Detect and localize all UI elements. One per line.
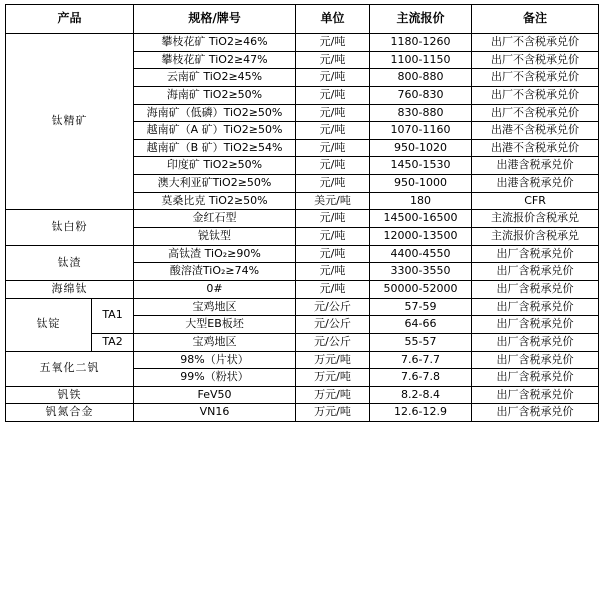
remark-cell: 出厂含税承兑价 [472, 245, 599, 263]
spec-cell: 0# [134, 280, 296, 298]
price-cell: 14500-16500 [370, 210, 472, 228]
remark-cell: 出厂含税承兑价 [472, 263, 599, 281]
remark-cell: 出厂不含税承兑价 [472, 104, 599, 122]
spec-cell: 98%（片状） [134, 351, 296, 369]
unit-cell: 元/吨 [296, 157, 370, 175]
spec-cell: 澳大利亚矿TiO2≥50% [134, 175, 296, 193]
unit-cell: 元/吨 [296, 210, 370, 228]
spec-cell: 印度矿 TiO2≥50% [134, 157, 296, 175]
price-cell: 950-1020 [370, 139, 472, 157]
price-cell: 760-830 [370, 86, 472, 104]
remark-cell: 主流报价含税承兑 [472, 210, 599, 228]
spec-cell: 高钛渣 TiO₂≥90% [134, 245, 296, 263]
spec-cell: 莫桑比克 TiO2≥50% [134, 192, 296, 210]
table-row [6, 404, 599, 422]
unit-cell: 元/公斤 [296, 316, 370, 334]
remark-cell: 出厂含税承兑价 [472, 280, 599, 298]
unit-cell: 万元/吨 [296, 386, 370, 404]
remark-cell: 出厂含税承兑价 [472, 316, 599, 334]
remark-cell: 出港含税承兑价 [472, 175, 599, 193]
price-cell: 8.2-8.4 [370, 386, 472, 404]
header-product: 产品 [6, 5, 134, 34]
price-cell: 7.6-7.7 [370, 351, 472, 369]
product-name-cell: 钒铁 [6, 386, 134, 404]
table-row [6, 386, 599, 404]
grade-cell: TA2 [92, 333, 134, 351]
spec-cell: 金红石型 [134, 210, 296, 228]
unit-cell: 美元/吨 [296, 192, 370, 210]
remark-cell: 出港不含税承兑价 [472, 139, 599, 157]
product-name-cell: 钒氮合金 [6, 404, 134, 422]
unit-cell: 元/公斤 [296, 298, 370, 316]
spec-cell: VN16 [134, 404, 296, 422]
price-cell: 1450-1530 [370, 157, 472, 175]
price-cell: 12.6-12.9 [370, 404, 472, 422]
spec-cell: 越南矿（A 矿）TiO2≥50% [134, 122, 296, 140]
spec-cell: 越南矿（B 矿）TiO2≥54% [134, 139, 296, 157]
spec-cell: 大型EB板坯 [134, 316, 296, 334]
unit-cell: 元/公斤 [296, 333, 370, 351]
spec-cell: 宝鸡地区 [134, 333, 296, 351]
remark-cell: 出港含税承兑价 [472, 157, 599, 175]
unit-cell: 元/吨 [296, 86, 370, 104]
remark-cell: 出港不含税承兑价 [472, 122, 599, 140]
price-cell: 830-880 [370, 104, 472, 122]
table-row [6, 245, 599, 263]
table-header-row [6, 5, 599, 34]
table-row [6, 280, 599, 298]
unit-cell: 元/吨 [296, 104, 370, 122]
price-cell: 50000-52000 [370, 280, 472, 298]
price-cell: 1180-1260 [370, 34, 472, 52]
remark-cell: 出厂不含税承兑价 [472, 86, 599, 104]
unit-cell: 元/吨 [296, 245, 370, 263]
header-price: 主流报价 [370, 5, 472, 34]
spec-cell: 海南矿（低磷）TiO2≥50% [134, 104, 296, 122]
unit-cell: 元/吨 [296, 263, 370, 281]
price-cell: 4400-4550 [370, 245, 472, 263]
header-spec: 规格/牌号 [134, 5, 296, 34]
table-header [6, 5, 599, 34]
product-name-cell: 钛渣 [6, 245, 134, 280]
unit-cell: 元/吨 [296, 228, 370, 246]
price-cell: 3300-3550 [370, 263, 472, 281]
unit-cell: 元/吨 [296, 175, 370, 193]
remark-cell: 出厂不含税承兑价 [472, 51, 599, 69]
spec-cell: 宝鸡地区 [134, 298, 296, 316]
header-remark: 备注 [472, 5, 599, 34]
table-row [6, 210, 599, 228]
product-name-cell: 钛白粉 [6, 210, 134, 245]
remark-cell: 出厂含税承兑价 [472, 298, 599, 316]
table-row [6, 333, 599, 351]
header-unit: 单位 [296, 5, 370, 34]
unit-cell: 元/吨 [296, 69, 370, 87]
remark-cell: 出厂含税承兑价 [472, 351, 599, 369]
price-cell: 950-1000 [370, 175, 472, 193]
unit-cell: 元/吨 [296, 51, 370, 69]
product-name-cell: 钛精矿 [6, 34, 134, 210]
unit-cell: 万元/吨 [296, 404, 370, 422]
table-row [6, 351, 599, 369]
spec-cell: 99%（粉状） [134, 369, 296, 387]
grade-cell: TA1 [92, 298, 134, 333]
spec-cell: 海南矿 TiO2≥50% [134, 86, 296, 104]
price-cell: 1100-1150 [370, 51, 472, 69]
price-cell: 57-59 [370, 298, 472, 316]
remark-cell: 出厂含税承兑价 [472, 404, 599, 422]
price-table [5, 4, 599, 422]
remark-cell: 出厂不含税承兑价 [472, 34, 599, 52]
price-cell: 64-66 [370, 316, 472, 334]
spec-cell: 攀枝花矿 TiO2≥47% [134, 51, 296, 69]
spec-cell: 攀枝花矿 TiO2≥46% [134, 34, 296, 52]
price-cell: 7.6-7.8 [370, 369, 472, 387]
remark-cell: 出厂含税承兑价 [472, 369, 599, 387]
product-name-cell: 五氧化二钒 [6, 351, 134, 386]
remark-cell: CFR [472, 192, 599, 210]
remark-cell: 出厂不含税承兑价 [472, 69, 599, 87]
price-cell: 55-57 [370, 333, 472, 351]
unit-cell: 元/吨 [296, 122, 370, 140]
table-body [6, 34, 599, 422]
spec-cell: 酸溶渣TiO₂≥74% [134, 263, 296, 281]
remark-cell: 出厂含税承兑价 [472, 386, 599, 404]
table-row [6, 298, 599, 316]
unit-cell: 元/吨 [296, 34, 370, 52]
remark-cell: 主流报价含税承兑 [472, 228, 599, 246]
table-row [6, 34, 599, 52]
price-cell: 800-880 [370, 69, 472, 87]
spec-cell: 云南矿 TiO2≥45% [134, 69, 296, 87]
price-cell: 12000-13500 [370, 228, 472, 246]
spec-cell: 锐钛型 [134, 228, 296, 246]
price-cell: 1070-1160 [370, 122, 472, 140]
unit-cell: 元/吨 [296, 280, 370, 298]
unit-cell: 万元/吨 [296, 369, 370, 387]
product-name-cell: 钛锭 [6, 298, 92, 351]
remark-cell: 出厂含税承兑价 [472, 333, 599, 351]
price-cell: 180 [370, 192, 472, 210]
unit-cell: 万元/吨 [296, 351, 370, 369]
unit-cell: 元/吨 [296, 139, 370, 157]
spec-cell: FeV50 [134, 386, 296, 404]
product-name-cell: 海绵钛 [6, 280, 134, 298]
